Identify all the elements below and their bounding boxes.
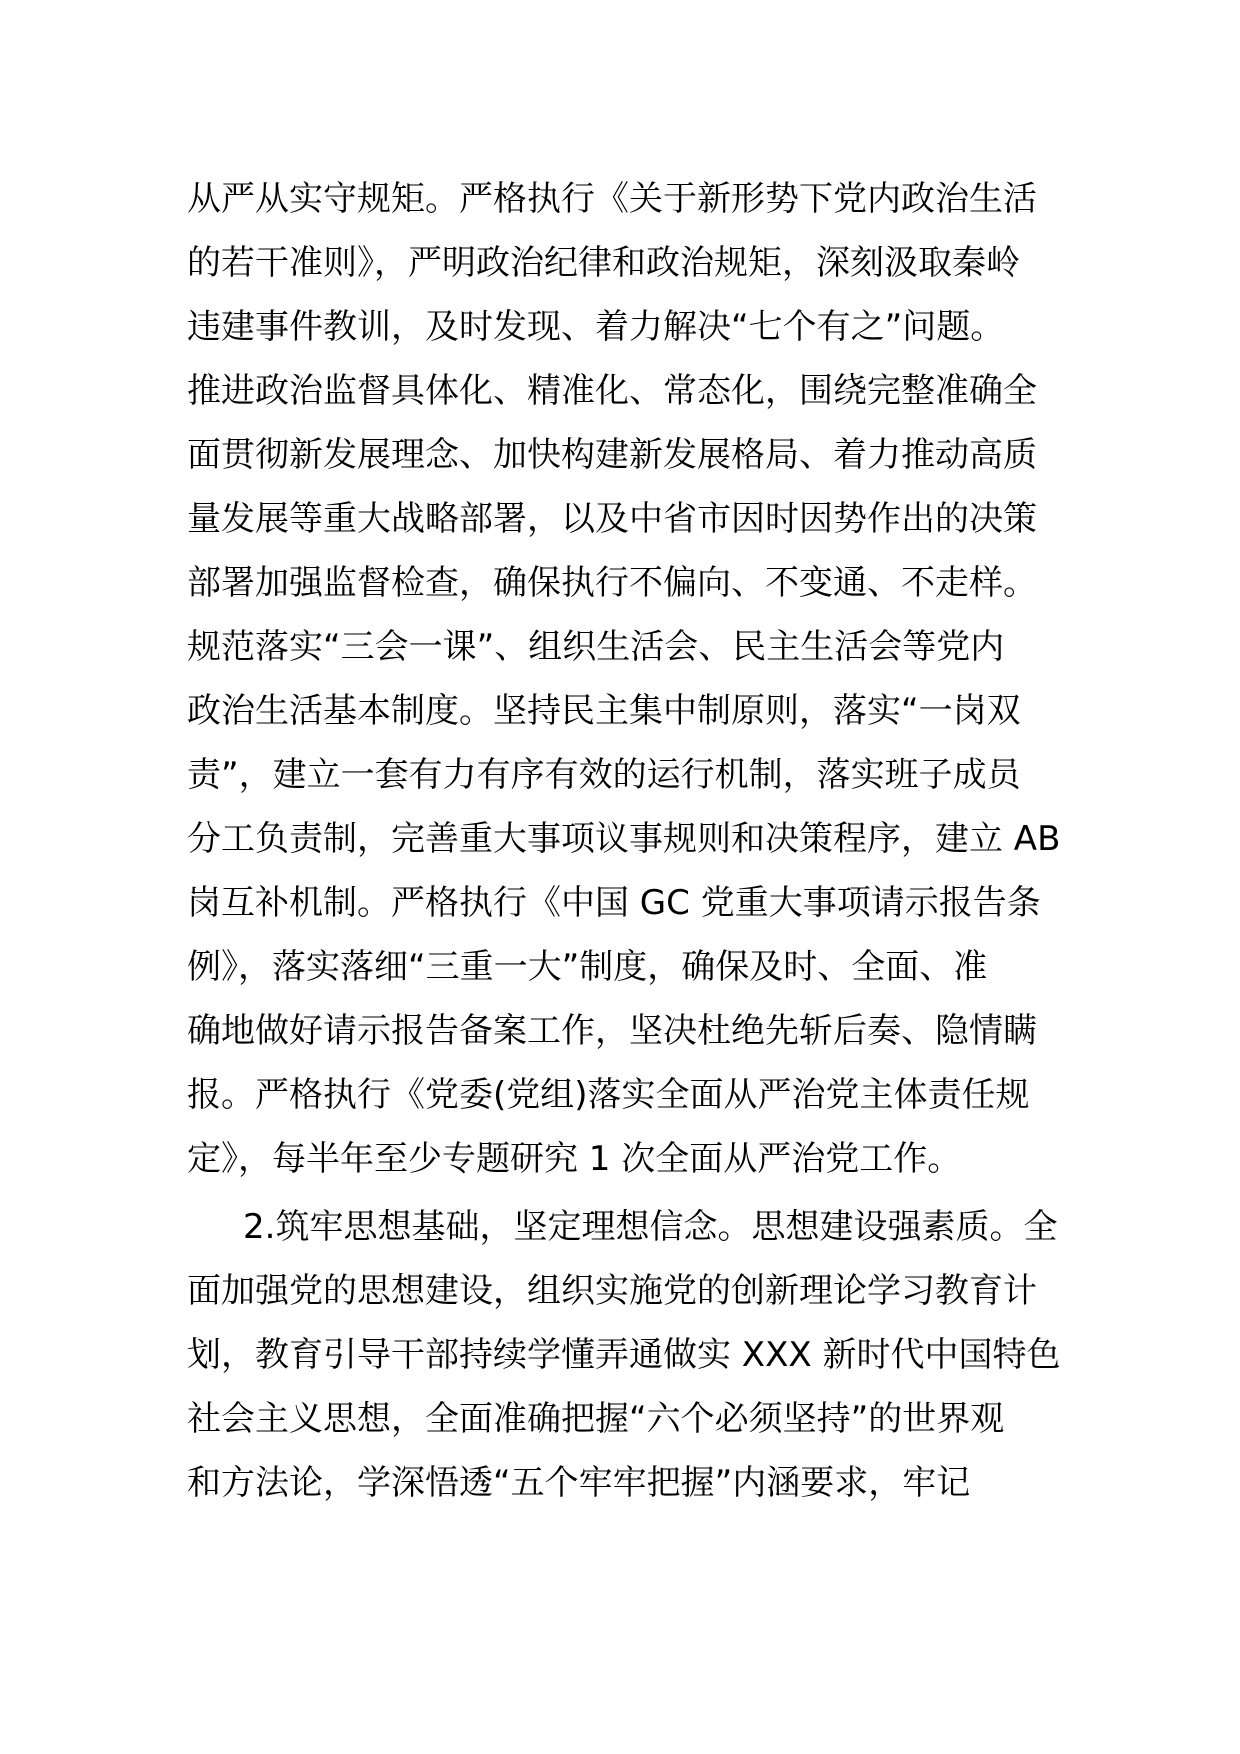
text-line: 社会主义思想，全面准确把握“六个必须坚持”的世界观 xyxy=(187,1399,1005,1439)
text-line: 定》，每半年至少专题研究 1 次全面从严治党工作。 xyxy=(187,1139,962,1179)
body-text xyxy=(187,167,1067,1515)
text-line: 推进政治监督具体化、精准化、常态化，围绕完整准确全 xyxy=(187,371,1037,411)
text-line: 分工负责制，完善重大事项议事规则和决策程序，建立 AB xyxy=(187,819,1061,859)
text-line: 的若干准则》，严明政治纪律和政治规矩，深刻汲取秦岭 xyxy=(187,243,1020,283)
text-line: 面加强党的思想建设，组织实施党的创新理论学习教育计 xyxy=(187,1271,1037,1311)
text-line: 违建事件教训，及时发现、着力解决“七个有之”问题。 xyxy=(187,307,1005,347)
text-line: 确地做好请示报告备案工作，坚决杜绝先斩后奏、隐情瞒 xyxy=(187,1011,1037,1051)
text-line: 规范落实“三会一课”、组织生活会、民主生活会等党内 xyxy=(187,627,1005,667)
text-line: 从严从实守规矩。严格执行《关于新形势下党内政治生活 xyxy=(187,179,1037,219)
paragraph-heading-line: 2.筑牢思想基础，坚定理想信念。思想建设强素质。全 xyxy=(243,1207,1058,1247)
text-line: 岗互补机制。严格执行《中国 GC 党重大事项请示报告条 xyxy=(187,883,1041,923)
text-line: 例》，落实落细“三重一大”制度，确保及时、全面、准 xyxy=(187,947,988,987)
text-line: 报。严格执行《党委(党组)落实全面从严治党主体责任规 xyxy=(187,1075,1030,1115)
text-line: 部署加强监督检查，确保执行不偏向、不变通、不走样。 xyxy=(187,563,1037,603)
text-line: 划，教育引导干部持续学懂弄通做实 XXX 新时代中国特色 xyxy=(187,1335,1061,1375)
text-line: 和方法论，学深悟透“五个牢牢把握”内涵要求，牢记 xyxy=(187,1463,971,1503)
text-line: 政治生活基本制度。坚持民主集中制原则，落实“一岗双 xyxy=(187,691,1021,731)
text-line: 量发展等重大战略部署，以及中省市因时因势作出的决策 xyxy=(187,499,1037,539)
text-line: 面贯彻新发展理念、加快构建新发展格局、着力推动高质 xyxy=(187,435,1037,475)
text-line: 责”，建立一套有力有序有效的运行机制，落实班子成员 xyxy=(187,755,1021,795)
